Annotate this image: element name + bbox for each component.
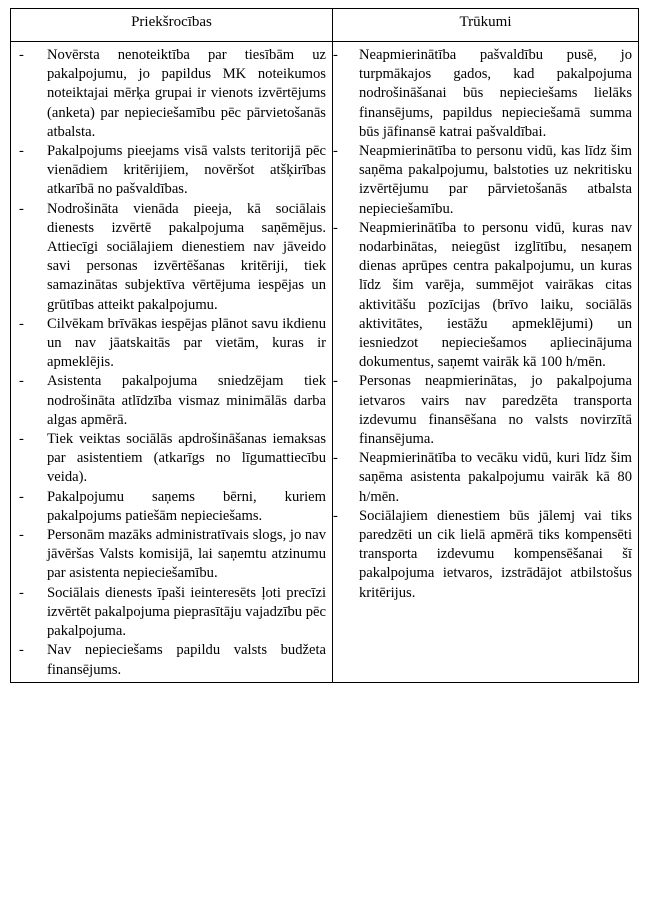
- advantages-disadvantages-table: [10, 8, 639, 683]
- advantages-cell: [11, 42, 333, 683]
- list-bullet: -: [333, 47, 338, 63]
- disadvantage-item-text: Neapmierinātība to vecāku vidū, kuri līdz šim saņēma asistenta pakalpojumu vairāk kā 80 h/mēn.: [359, 450, 632, 505]
- disadvantage-item-text: Neapmierinātība pašvaldību pusē, jo turpmākajos gados, kad pakalpojuma nodrošināšanai būs nepieciešams lielāks finansējums, papildus nepieciešamā summa būs jāfinansē katrai pašvaldībai.: [359, 47, 632, 140]
- header-disadvantages: Trūkumi: [333, 9, 639, 42]
- list-bullet: -: [19, 642, 24, 659]
- advantage-item: [11, 315, 326, 373]
- advantage-item: [11, 526, 326, 584]
- list-bullet: -: [333, 373, 338, 390]
- advantage-item: [11, 372, 326, 430]
- advantage-item: [11, 46, 326, 142]
- table-header-row: [11, 9, 639, 42]
- advantage-item: [11, 584, 326, 642]
- advantage-item: [11, 142, 326, 200]
- list-bullet: -: [19, 143, 24, 160]
- advantage-item-text: Nodrošināta vienāda pieeja, kā sociālais dienests izvērtē pakalpojuma saņēmējus. Attiecīgi sociālajiem dienestiem nav jāveido savi personas izvērtēšanas kritēriji, tiek samazinātas subjektīva vērtējuma iespējas un grūtības atteikt pakalpojumu.: [47, 200, 326, 313]
- advantage-item: [11, 488, 326, 526]
- list-bullet: -: [19, 315, 24, 332]
- advantage-item-text: Cilvēkam brīvākas iespējas plānot savu ikdienu un nav jāatskaitās par vietām, kuras ir apmeklējis.: [47, 315, 326, 371]
- list-bullet: -: [19, 47, 24, 63]
- advantage-item-text: Nav nepieciešams papildu valsts budžeta finansējums.: [47, 642, 326, 678]
- advantage-item-text: Sociālais dienests īpaši ieinteresēts ļoti precīzi izvērtēt pakalpojuma pieprasītāju vajadzību pēc pakalpojuma.: [47, 584, 326, 640]
- header-advantages: Priekšrocības: [11, 9, 333, 42]
- disadvantage-item: [333, 449, 632, 507]
- disadvantage-item-text: Sociālajiem dienestiem būs jālemj vai tiks paredzēti un cik lielā apmērā tiks kompensēti transporta izdevumu kompensēšanai šī pakalpojuma ietvaros, izstrādājot atbilstošus kritērijus.: [359, 507, 632, 601]
- disadvantage-item: [333, 219, 632, 373]
- disadvantage-item: [333, 142, 632, 219]
- advantage-item: [11, 430, 326, 488]
- table-body-row: [11, 42, 639, 683]
- list-bullet: -: [19, 527, 24, 544]
- list-bullet: -: [19, 431, 24, 448]
- advantage-item-text: Tiek veiktas sociālās apdrošināšanas iemaksas par asistentiem (atkarīgs no līgumattiecību veida).: [47, 431, 326, 486]
- disadvantages-list: [333, 46, 632, 603]
- list-bullet: -: [19, 488, 24, 505]
- disadvantage-item: [333, 507, 632, 603]
- list-bullet: -: [333, 450, 338, 467]
- advantage-item-text: Pakalpojums pieejams visā valsts teritorijā pēc vienādiem kritērijiem, novēršot atšķirības atkarībā no pašvaldības.: [47, 143, 326, 198]
- list-bullet: -: [19, 373, 24, 390]
- advantage-item-text: Novērsta nenoteiktība par tiesībām uz pakalpojumu, jo papildus MK noteikumos noteiktajai mērķa grupai ir vienots izvērtējums (anketa) par nepieciešamību pēc pārvietošanās atbalsta.: [47, 47, 326, 140]
- list-bullet: -: [333, 143, 338, 160]
- list-bullet: -: [19, 584, 24, 601]
- list-bullet: -: [19, 200, 24, 217]
- disadvantage-item: [333, 372, 632, 449]
- disadvantage-item-text: Neapmierinātība to personu vidū, kuras nav nodarbinātas, neiegūst izglītību, nesaņem dienas aprūpes centra pakalpojumu, un kuras līdz šim varēja, summējot vairākas citas aktivitāšu pozīcijas (brīvo laiku, sociālās aktivitātes, iestāžu apmeklējumi) un iesniedzot nepieciešamos apliecinājuma dokumentus, saņemt vairāk kā 100 h/mēn.: [359, 219, 632, 371]
- disadvantage-item-text: Neapmierinātība to personu vidū, kas līdz šim saņēma pakalpojumu, balstoties uz nekritisku izvērtējumu par pārvietošanās atbalsta nepieciešamību.: [359, 143, 632, 217]
- disadvantages-cell: [333, 42, 639, 683]
- advantage-item-text: Pakalpojumu saņems bērni, kuriem pakalpojums patiešām nepieciešams.: [47, 488, 326, 524]
- advantage-item: [11, 200, 326, 315]
- list-bullet: -: [333, 507, 338, 524]
- advantage-item: [11, 641, 326, 679]
- advantages-list: [11, 46, 326, 680]
- advantage-item-text: Personām mazāks administratīvais slogs, jo nav jāvēršas Valsts komisijā, lai saņemtu atzinumu par asistenta nepieciešamību.: [47, 527, 326, 582]
- advantage-item-text: Asistenta pakalpojuma sniedzējam tiek nodrošināta atlīdzība vismaz minimālās darba algas apmērā.: [47, 373, 326, 428]
- disadvantage-item-text: Personas neapmierinātas, jo pakalpojuma ietvaros vairs nav paredzēta transporta izdevumu finansēšana no valsts novirzītā finansējuma.: [359, 373, 632, 448]
- list-bullet: -: [333, 219, 338, 236]
- disadvantage-item: [333, 46, 632, 142]
